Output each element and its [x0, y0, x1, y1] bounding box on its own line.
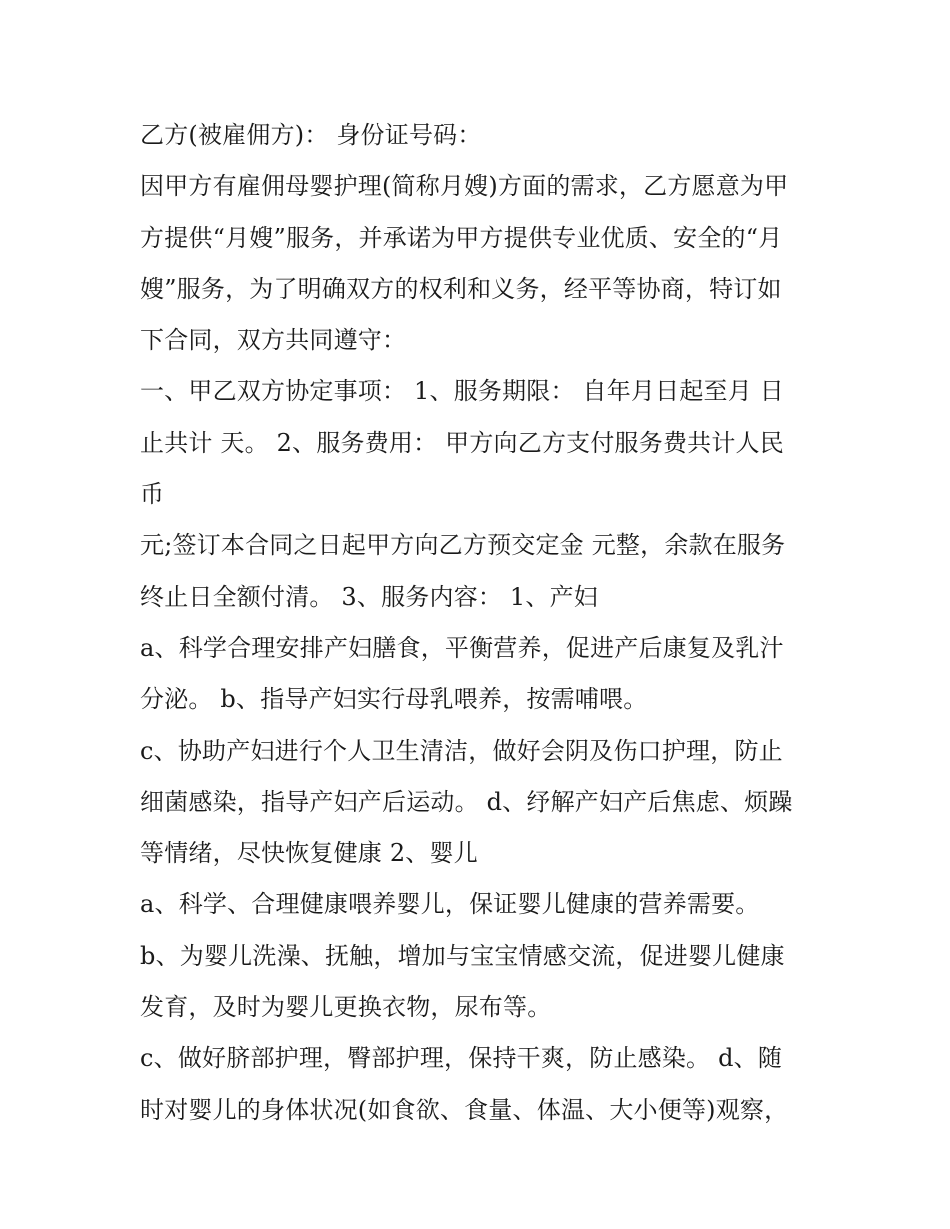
text-line: 方提供“月嫂”服务，并承诺为甲方提供专业优质、安全的“月	[140, 223, 783, 252]
document-body	[140, 110, 820, 1136]
text-line: b、为婴儿洗澡、抚触，增加与宝宝情感交流，促进婴儿健康	[140, 941, 785, 970]
text-line: 一、甲乙双方协定事项： 1、服务期限： 自年月日起至月 日	[140, 377, 784, 406]
text-line: 因甲方有雇佣母婴护理(简称月嫂)方面的需求，乙方愿意为甲	[140, 172, 789, 201]
text-line: 等情绪，尽快恢复健康 2、婴儿	[140, 839, 478, 868]
text-line: 乙方(被雇佣方)： 身份证号码：	[140, 121, 482, 149]
text-line: 嫂”服务，为了明确双方的权利和义务，经平等协商，特订如	[140, 274, 782, 303]
text-line: 分泌。 b、指导产妇实行母乳喂养，按需哺喂。	[140, 685, 648, 714]
text-line: c、做好脐部护理，臀部护理，保持干爽，防止感染。 d、随	[140, 1044, 783, 1073]
text-line: 下合同，双方共同遵守：	[140, 326, 407, 355]
text-line: 终止日全额付清。 3、服务内容： 1、产妇	[140, 582, 598, 611]
text-line: 元;签订本合同之日起甲方向乙方预交定金 元整，余款在服务	[140, 531, 786, 560]
text-line: a、科学、合理健康喂养婴儿，保证婴儿健康的营养需要。	[140, 890, 760, 919]
text-line: 细菌感染，指导产妇产后运动。 d、纾解产妇产后焦虑、烦躁	[140, 787, 793, 816]
text-line: c、协助产妇进行个人卫生清洁，做好会阴及伤口护理，防止	[140, 736, 783, 765]
text-line: 止共计 天。 2、服务费用： 甲方向乙方支付服务费共计人民	[140, 428, 784, 457]
text-line: 发育，及时为婴儿更换衣物，尿布等。	[140, 993, 552, 1022]
text-line: 时对婴儿的身体状况(如食欲、食量、体温、大小便等)观察，	[140, 1095, 789, 1124]
text-line: 币	[140, 480, 165, 509]
text-line: a、科学合理安排产妇膳食，平衡营养，促进产后康复及乳汁	[140, 633, 784, 662]
